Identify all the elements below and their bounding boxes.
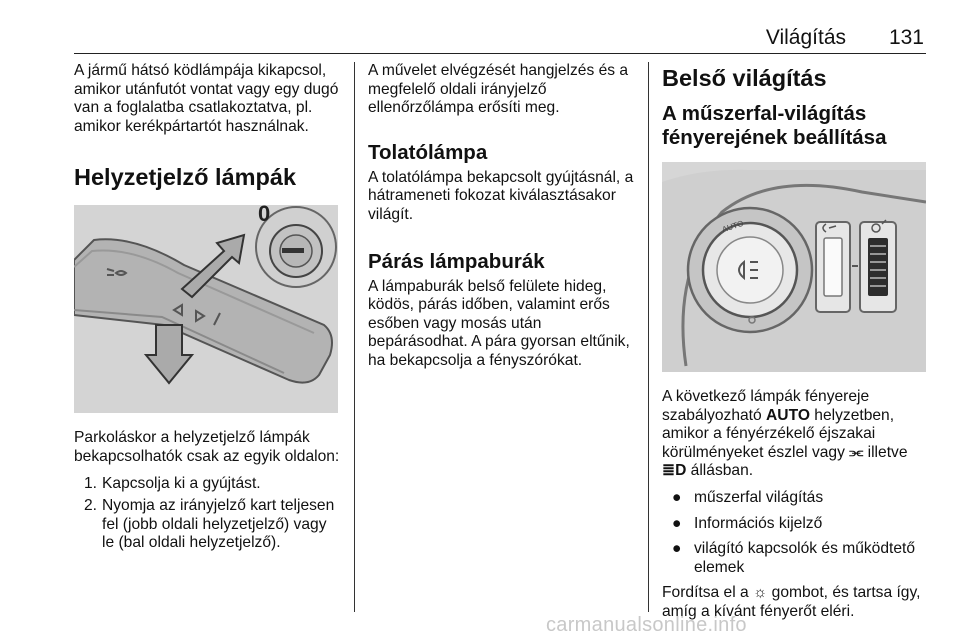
interior-lighting-heading: Belső világítás <box>662 65 827 91</box>
side-light-symbol-icon: ⫘⁠ <box>849 443 864 461</box>
reverse-light-heading: Tolatólámpa <box>368 140 488 164</box>
column-2 <box>368 62 634 371</box>
closing-paragraph: Fordítsa el a ☼ gombot, és tartsa így, amíg a kívánt fényerőt eléri. <box>662 584 921 620</box>
parking-steps-list <box>74 475 342 553</box>
foggy-lenses-heading: Párás lámpaburák <box>368 249 545 273</box>
dimmer-button-icon: ☼ <box>753 584 768 602</box>
confirmation-paragraph: A művelet elvégzését hangjelzés és a megfelelő oldali irányjelző ellenőrzőlámpa erősíti meg. <box>368 62 629 117</box>
ignition-position-label: 0 <box>258 205 271 227</box>
auto-keyword: AUTO <box>766 406 810 424</box>
column-1 <box>74 62 342 557</box>
column-divider <box>354 62 355 612</box>
reverse-light-paragraph: A tolatólámpa bekapcsolt gyújtásnál, a hátrameneti fokozat kiválasztásakor világít. <box>368 168 634 223</box>
dashboard-brightness-heading: A műszerfal-világítás fényerejének beállítása <box>662 102 887 149</box>
brightness-paragraph: A következő lámpák fényereje szabályozható AUTO helyzetben, amikor a fényérzékelő éjszakai körülményeket észlel vagy ⫘⁠ illetve ≣D állásban. <box>662 388 908 480</box>
list-item: 1. Kapcsolja ki a gyújtást. <box>84 474 261 492</box>
section-header-title: Világítás <box>765 26 846 49</box>
list-item: ● Információs kijelző <box>672 514 823 532</box>
parking-intro-paragraph: Parkoláskor a helyzetjelző lámpák bekapcsolhatók csak az egyik oldalon: <box>74 429 340 465</box>
page-header <box>74 0 926 54</box>
low-beam-symbol-icon: ≣D <box>662 462 687 480</box>
parking-lights-heading: Helyzetjelző lámpák <box>74 164 297 191</box>
column-divider <box>648 62 649 612</box>
list-item: 2. Nyomja az irányjelző kart teljesen fel (jobb oldali helyzetjelző) vagy le (bal oldali helyzetjelző). <box>84 497 335 552</box>
stalk-figure <box>74 205 338 413</box>
auto-position-label: AUTO <box>720 218 745 235</box>
light-switch-figure <box>662 162 926 372</box>
page-number: 131 <box>888 26 924 49</box>
rear-fog-paragraph: A jármű hátsó ködlámpája kikapcsol, amikor utánfutót vontat vagy egy dugó van a foglalatba csatlakoztatva, pl. amikor kerékpártartót használnak. <box>74 62 339 135</box>
brightness-items-list <box>662 489 928 577</box>
list-item: ● világító kapcsolók és működtető elemek <box>672 540 916 576</box>
foggy-lenses-paragraph: A lámpaburák belső felülete hideg, ködös, párás időben, valamint erős esőben vagy mosás után bepárásodhat. A pára gyorsan eltűnik, ha bekapcsolja a fényszórókat. <box>368 277 630 369</box>
watermark: carmanualsonline.info <box>546 614 747 636</box>
column-3 <box>662 62 928 622</box>
list-item: ● műszerfal világítás <box>672 488 824 506</box>
